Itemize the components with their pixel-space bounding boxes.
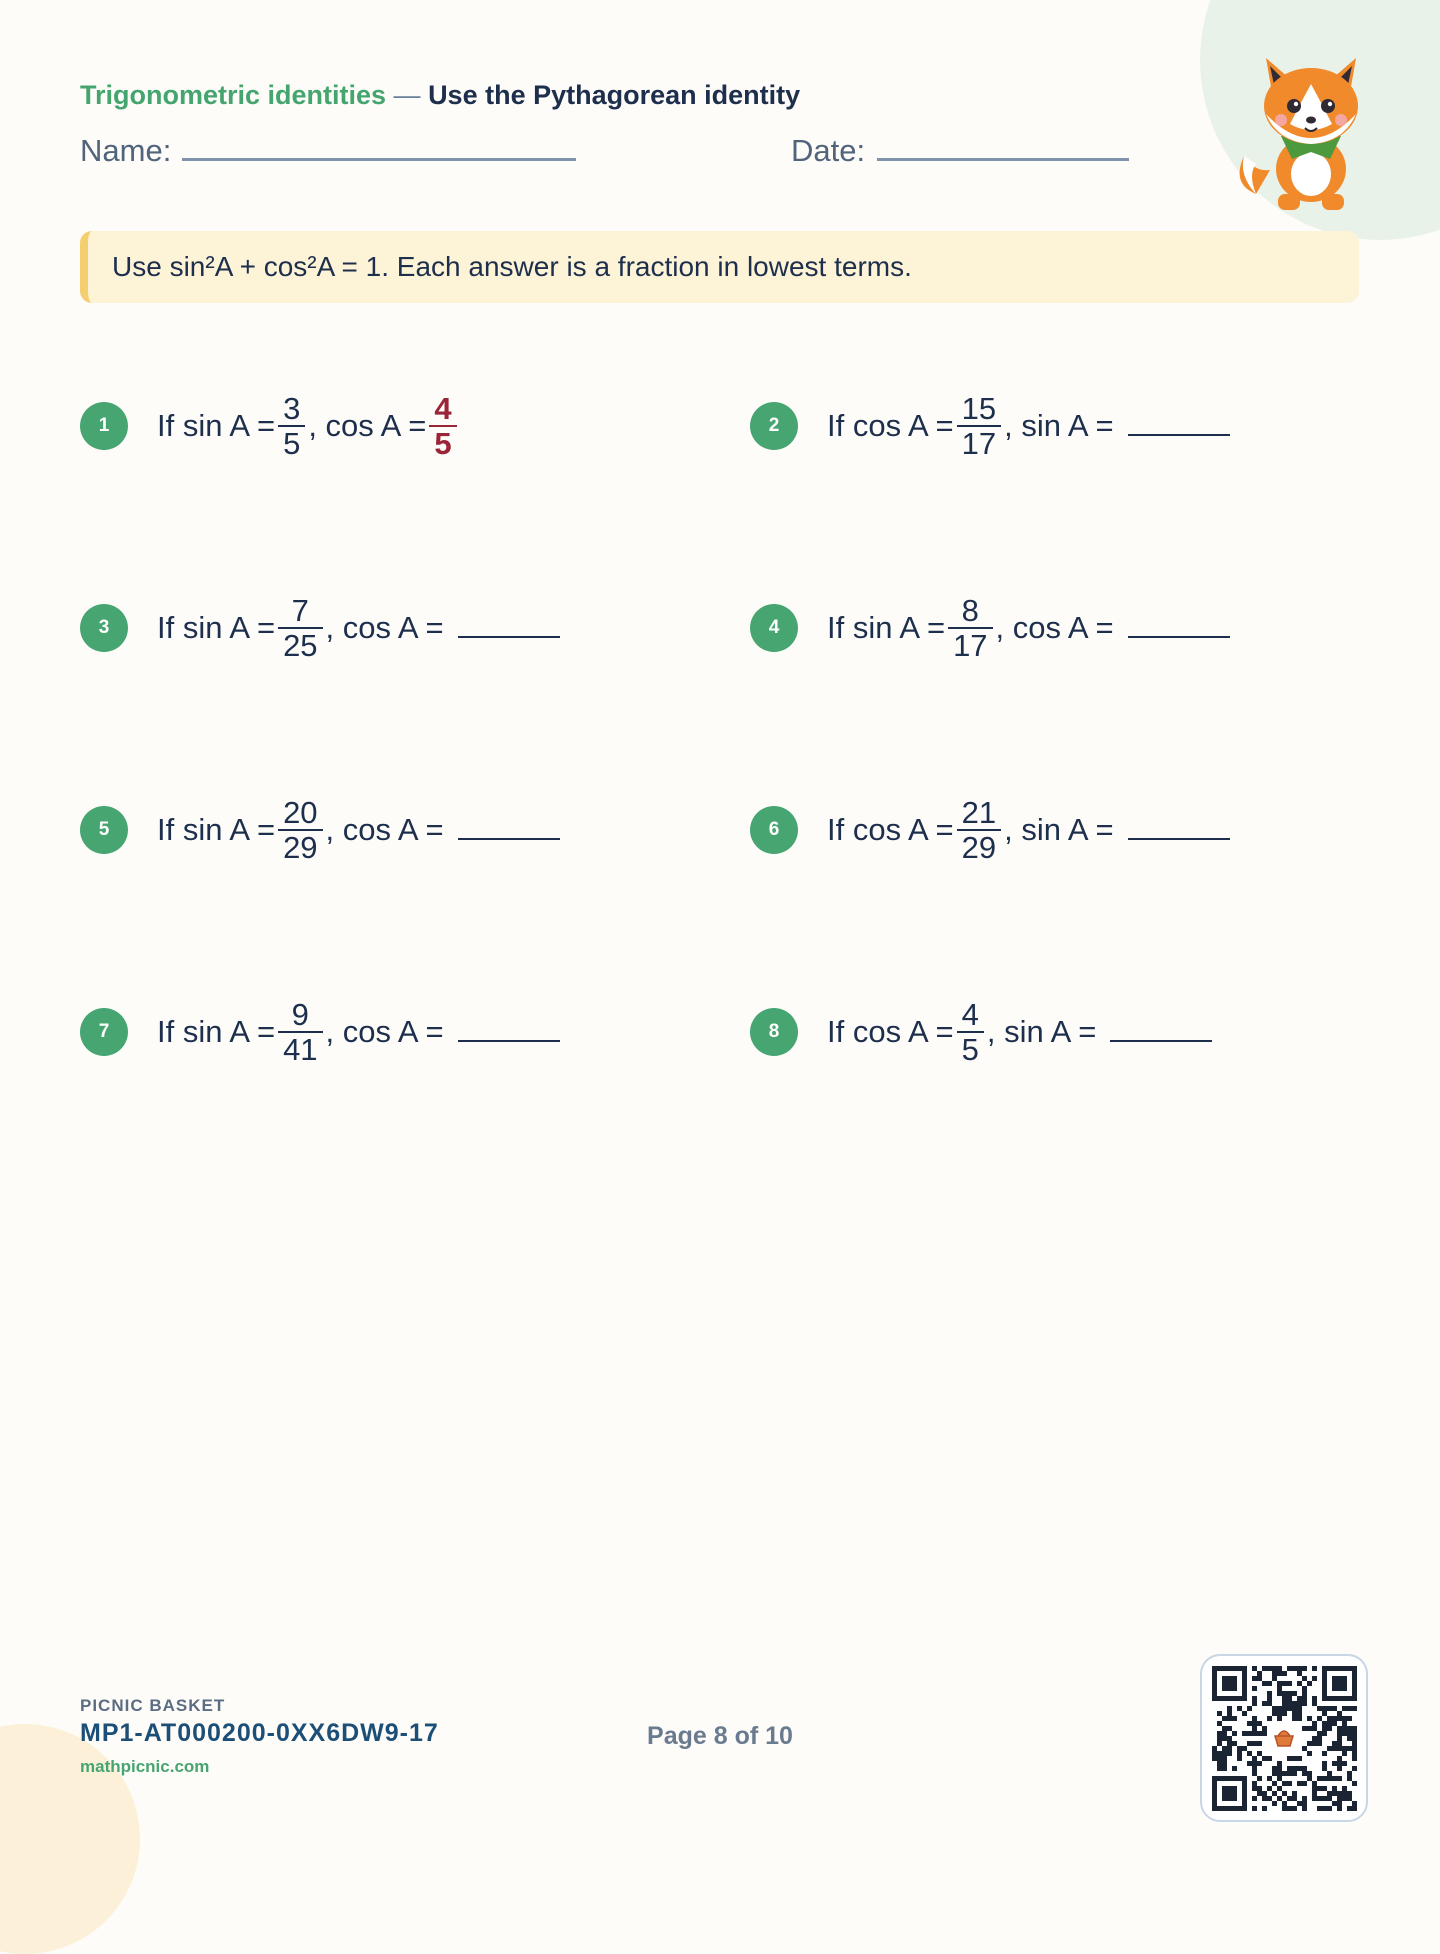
problem-1 (80, 386, 460, 466)
title-subtitle: Use the Pythagorean identity (428, 80, 801, 110)
footer-website-link[interactable]: mathpicnic.com (80, 1757, 210, 1776)
answer-blank[interactable] (1128, 434, 1230, 436)
fraction-numerator: 8 (961, 593, 979, 628)
fraction-denominator: 5 (278, 425, 305, 460)
page-number: Page 8 of 10 (647, 1722, 793, 1750)
problem-number-badge: 5 (80, 806, 128, 854)
given-fraction (278, 594, 322, 662)
name-label: Name: (80, 133, 172, 168)
answer-blank[interactable] (1128, 838, 1230, 840)
problem-number-badge: 3 (80, 604, 128, 652)
problem-lead: If cos A = (827, 408, 954, 443)
answer-blank[interactable] (458, 636, 560, 638)
fraction-numerator: 7 (291, 593, 309, 628)
problem-tail: , sin A = (1004, 812, 1114, 847)
problem-7 (80, 992, 560, 1072)
title-topic: Trigonometric identities (80, 80, 387, 110)
given-fraction (957, 796, 1001, 864)
name-field[interactable] (182, 158, 576, 161)
problem-tail: , cos A = (325, 1014, 444, 1049)
fraction-denominator: 29 (278, 829, 322, 864)
answer-numerator: 4 (434, 391, 452, 426)
problem-number-badge: 4 (750, 604, 798, 652)
given-fraction (957, 392, 1001, 460)
problem-tail: , cos A = (325, 610, 444, 645)
problem-lead: If cos A = (827, 812, 954, 847)
problem-lead: If sin A = (157, 812, 276, 847)
problem-number-badge: 1 (80, 402, 128, 450)
problem-number-badge: 8 (750, 1008, 798, 1056)
worksheet-title (80, 80, 800, 111)
fraction-numerator: 21 (961, 795, 997, 830)
date-field[interactable] (877, 158, 1129, 161)
problem-lead: If cos A = (827, 1014, 954, 1049)
fraction-denominator: 25 (278, 627, 322, 662)
answer-fraction (429, 392, 456, 460)
date-label: Date: (791, 133, 866, 168)
given-fraction (278, 392, 305, 460)
problem-4 (750, 588, 1230, 668)
given-fraction (278, 998, 322, 1066)
fraction-numerator: 3 (283, 391, 301, 426)
fraction-denominator: 17 (957, 425, 1001, 460)
answer-blank[interactable] (1110, 1040, 1212, 1042)
given-fraction (278, 796, 322, 864)
problem-3 (80, 588, 560, 668)
worksheet-code: MP1-AT000200-0XX6DW9-17 (80, 1719, 439, 1747)
footer-brand: PICNIC BASKET (80, 1696, 226, 1715)
qr-code-icon (1202, 1656, 1366, 1820)
answer-blank[interactable] (458, 1040, 560, 1042)
problem-tail: , sin A = (1004, 408, 1114, 443)
problem-lead: If sin A = (157, 408, 276, 443)
problem-tail: , cos A = (325, 812, 444, 847)
problem-number-badge: 2 (750, 402, 798, 450)
problem-5 (80, 790, 560, 870)
problem-lead: If sin A = (157, 1014, 276, 1049)
answer-denominator: 5 (429, 425, 456, 460)
fraction-denominator: 5 (957, 1031, 984, 1066)
fraction-numerator: 15 (961, 391, 997, 426)
fraction-numerator: 9 (291, 997, 309, 1032)
qr-code (1200, 1654, 1368, 1822)
instruction-box (80, 231, 1359, 303)
fox-mascot-icon (1236, 44, 1386, 214)
fraction-denominator: 41 (278, 1031, 322, 1066)
answer-blank[interactable] (1128, 636, 1230, 638)
problem-8 (750, 992, 1212, 1072)
problem-number-badge: 6 (750, 806, 798, 854)
given-fraction (957, 998, 984, 1066)
fraction-denominator: 29 (957, 829, 1001, 864)
given-fraction (948, 594, 992, 662)
problem-2 (750, 386, 1230, 466)
title-separator: — (386, 80, 429, 110)
problem-number-badge: 7 (80, 1008, 128, 1056)
problem-lead: If sin A = (157, 610, 276, 645)
instruction-text: Use sin²A + cos²A = 1. Each answer is a fraction in lowest terms. (112, 251, 912, 282)
problem-6 (750, 790, 1230, 870)
answer-blank[interactable] (458, 838, 560, 840)
problem-lead: If sin A = (827, 610, 946, 645)
problem-tail: , cos A = (995, 610, 1114, 645)
problem-tail: , cos A = (308, 408, 427, 443)
fraction-numerator: 20 (283, 795, 318, 830)
fraction-numerator: 4 (961, 997, 979, 1032)
fraction-denominator: 17 (948, 627, 992, 662)
problem-tail: , sin A = (986, 1014, 1097, 1049)
